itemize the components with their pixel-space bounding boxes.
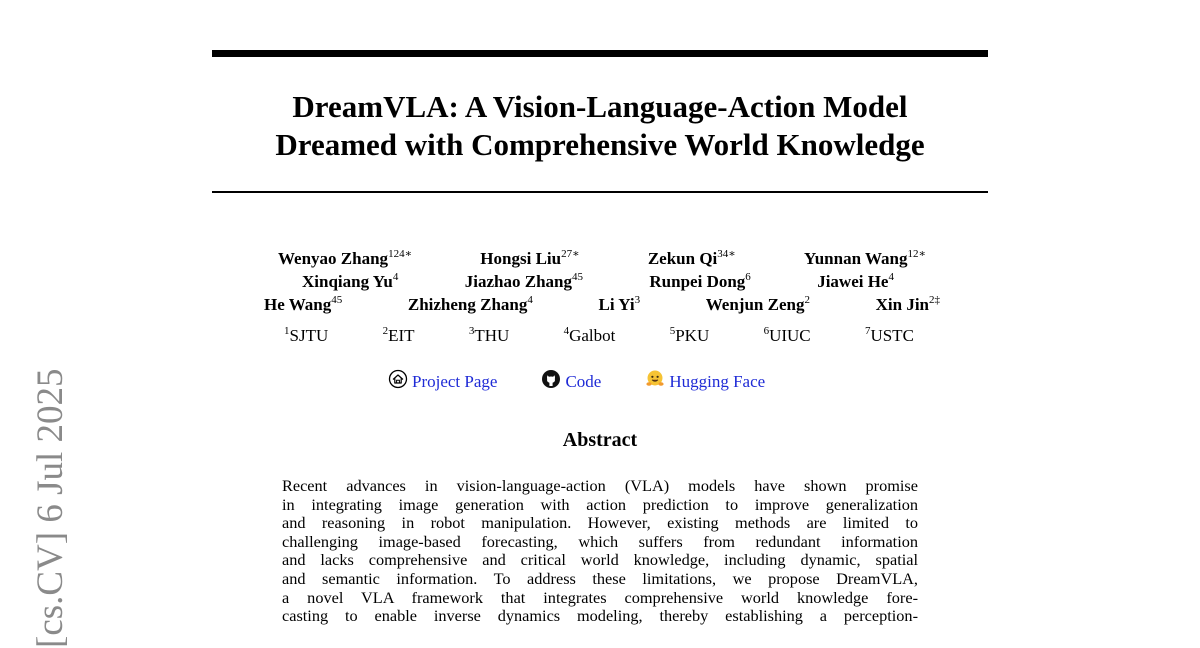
project-page-link[interactable] [388,369,497,395]
code-label: Code [565,372,602,391]
project-page-label: Project Page [412,372,498,391]
author: He Wang$^{45}$ [264,294,343,314]
affiliation: $^1$SJTU [284,325,329,345]
github-icon [541,369,561,395]
abstract-line: casting to enable inverse dynamics modeling, thereby establishing a perception- [282,606,918,626]
author-list [252,247,948,316]
abstract-line: and reasoning in robot manipulation. However, existing methods are limited to [282,513,918,533]
author: Xinqiang Yu$^4$ [302,271,399,291]
author-row [252,270,948,293]
abstract-line: and semantic information. To address these limitations, we propose DreamVLA, [282,568,918,588]
abstract-line: a novel VLA framework that integrates comprehensive world knowledge fore- [282,587,918,607]
arxiv-stamp: [cs.CV] 6 Jul 2025 [30,368,71,648]
abstract-body [282,477,918,626]
affiliation: $^4$Galbot [563,325,616,345]
author: Jiawei He$^4$ [817,271,894,291]
code-link[interactable] [541,369,601,395]
abstract-line: challenging image-based forecasting, which suffers from redundant information [282,531,918,551]
hugging-face-link[interactable] [645,369,765,395]
affiliation: $^6$UIUC [763,325,811,345]
hugging-face-icon [645,369,665,395]
author: Zekun $Qi^{34∗}$ [647,248,736,268]
abstract-line: Recent advances in vision-language-action (VLA) models have shown promise [282,476,918,495]
author: Wenyao Zhang$^{124∗}$ [278,248,413,268]
project-page-icon [388,369,408,395]
title-line: Dreamed with Comprehensive World Knowledge [275,127,925,162]
affiliation: $^3$THU [468,325,510,345]
affiliation-list [272,325,930,347]
author: Runpei Dong$^6$ [649,271,751,291]
author-row [252,293,948,316]
author: Li Yi$^3$ [598,294,641,314]
affiliation: $^7$USTC [864,325,914,345]
abstract-line: and lacks comprehensive and critical world knowledge, including dynamic, spatial [282,550,918,570]
hugging-face-label: Hugging Face [669,372,766,391]
author: Wenjun Zeng$^2$ [705,294,810,314]
title-top-rule [212,50,988,57]
resource-links [388,369,765,395]
title-bottom-rule [212,191,988,193]
author: Xin Jin$^{2\ddagger}$ [875,294,940,314]
author: Yunnan Wang$^{12∗}$ [804,248,926,268]
author-row [252,247,948,270]
affiliation: $^5$PKU [669,325,710,345]
abstract-line: in integrating image generation with action prediction to improve generalization [282,494,918,514]
author: Jiazhao Zhang$^{45}$ [464,271,584,291]
affiliation: $^2$EIT [382,325,415,345]
author: Hongsi Liu$^{27∗}$ [480,248,580,268]
abstract-heading: Abstract [562,429,638,451]
paper-title [212,88,988,164]
author: Zhizheng Zhang$^4$ [407,294,533,314]
title-line: DreamVLA: A Vision-Language-Action Model [292,89,908,124]
